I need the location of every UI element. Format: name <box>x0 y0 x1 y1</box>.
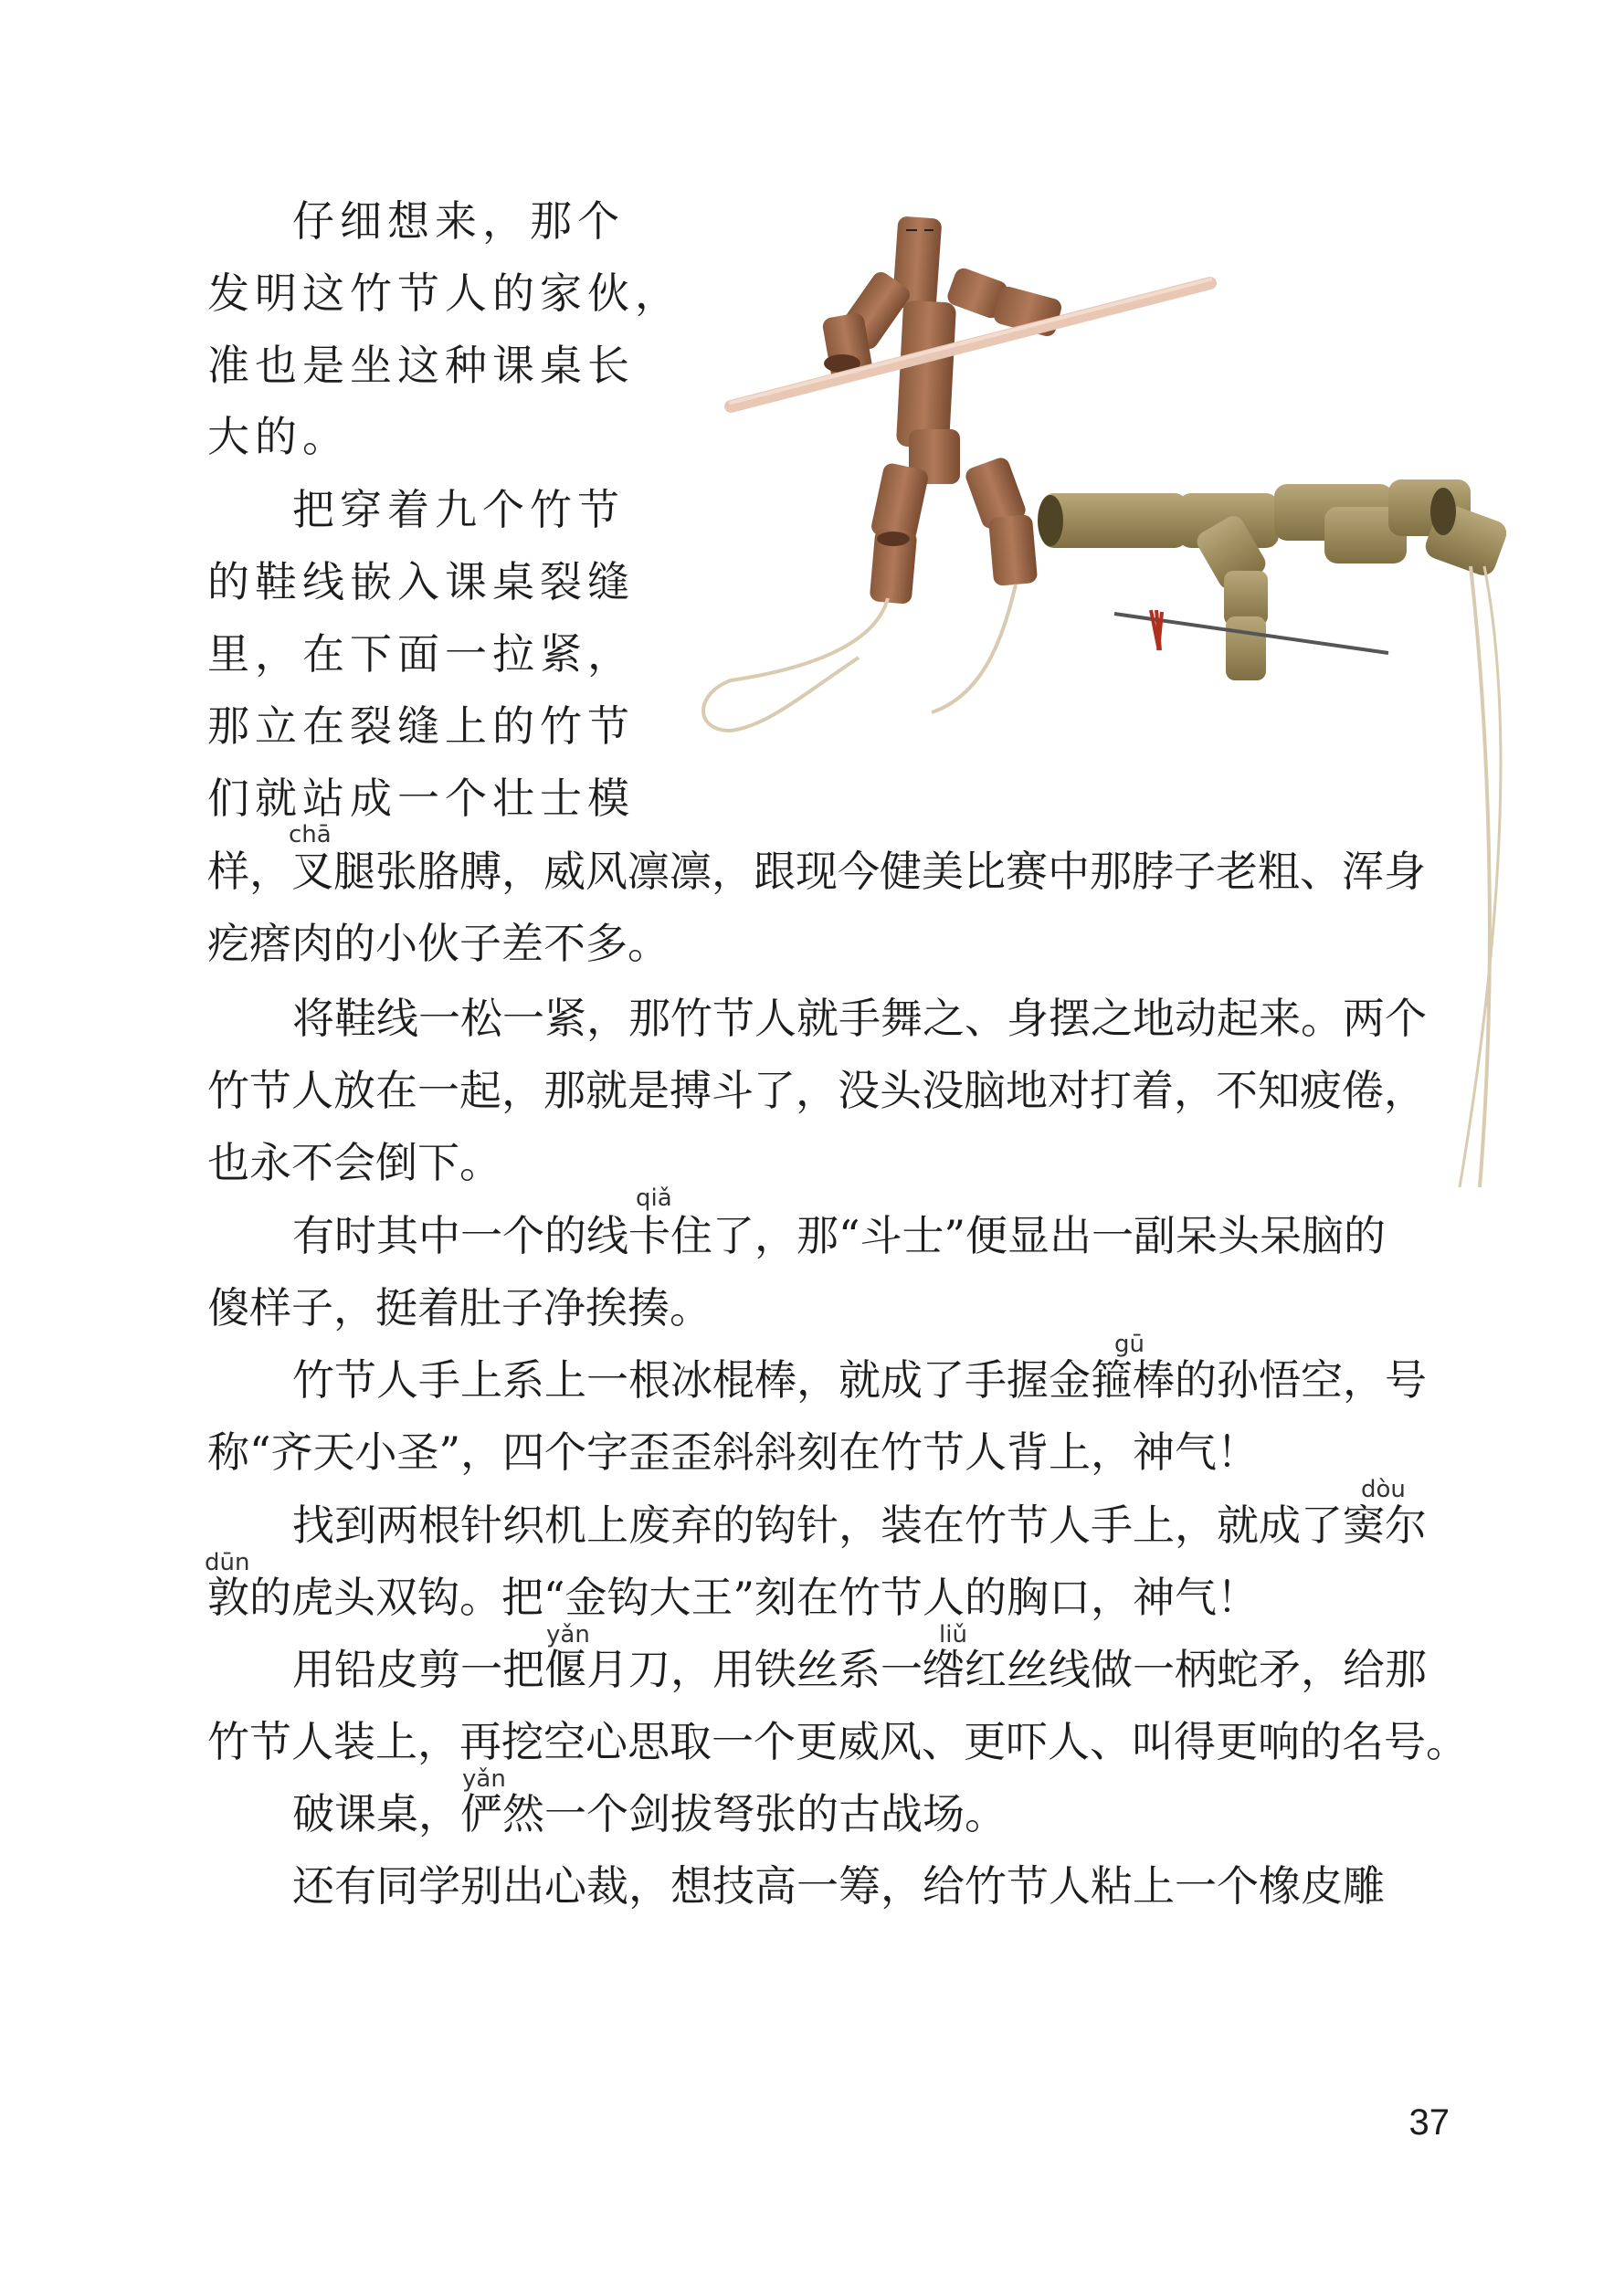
text-line-3: 准也是坐这种课桌长 <box>207 341 635 390</box>
text-line-16: 傻样子，挺着肚子净挨揍。 <box>207 1283 712 1332</box>
text-line-22: 竹节人装上，再挖空心思取一个更威风、更吓人、叫得更响的名号。 <box>207 1717 1468 1766</box>
text-line-2: 发明这竹节人的家伙， <box>207 269 682 318</box>
text-line-18: 称“齐天小圣”，四个字歪歪斜斜刻在竹节人背上，神气！ <box>207 1427 1260 1477</box>
text-line-19: 找到两根针织机上废弃的钩针，装在竹节人手上，就成了窦尔 <box>292 1501 1427 1550</box>
pinyin-gu: gū <box>1114 1331 1145 1358</box>
text-line-13: 竹节人放在一起，那就是搏斗了，没头没脑地对打着，不知疲倦， <box>207 1066 1426 1115</box>
text-line-9: 们就站成一个壮士模 <box>207 774 635 823</box>
text-line-12: 将鞋线一松一紧，那竹节人就手舞之、身摆之地动起来。两个 <box>292 994 1427 1043</box>
page-number: 37 <box>1408 2102 1450 2143</box>
text-line-1: 仔细想来，那个 <box>292 196 625 246</box>
text-line-15: 有时其中一个的线卡住了，那“斗士”便显出一副呆头呆脑的 <box>292 1211 1387 1260</box>
pinyin-qia: qiǎ <box>636 1185 672 1212</box>
text-line-8: 那立在裂缝上的竹节 <box>207 701 635 751</box>
text-line-14: 也永不会倒下。 <box>207 1138 501 1187</box>
text-line-5: 把穿着九个竹节 <box>292 485 625 534</box>
text-line-10: 样，叉腿张胳膊，威风凛凛，跟现今健美比赛中那脖子老粗、浑身 <box>207 847 1426 896</box>
text-line-20: 敦的虎头双钩。把“金钩大王”刻在竹节人的胸口，神气！ <box>207 1573 1260 1622</box>
pinyin-liu: liǔ <box>939 1621 967 1648</box>
text-line-11: 疙瘩肉的小伙子差不多。 <box>207 919 670 968</box>
text-line-6: 的鞋线嵌入课桌裂缝 <box>207 557 635 606</box>
pinyin-yan-1: yǎn <box>546 1621 590 1648</box>
pinyin-cha: chā <box>289 821 332 848</box>
pinyin-yan-2: yǎn <box>462 1765 506 1793</box>
text-line-7: 里，在下面一拉紧， <box>207 629 635 679</box>
text-line-24: 还有同学别出心裁，想技高一筹，给竹节人粘上一个橡皮雕 <box>292 1861 1385 1911</box>
pinyin-dou: dòu <box>1361 1476 1406 1503</box>
pinyin-dun: dūn <box>205 1549 250 1576</box>
text-line-21: 用铅皮剪一把偃月刀，用铁丝系一绺红丝线做一柄蛇矛，给那 <box>292 1645 1427 1694</box>
text-line-23: 破课桌，俨然一个剑拔弩张的古战场。 <box>292 1789 1007 1838</box>
text-line-4: 大的。 <box>207 412 350 461</box>
standing-bamboo-figure <box>703 216 1210 731</box>
text-line-17: 竹节人手上系上一根冰棍棒，就成了手握金箍棒的孙悟空，号 <box>292 1355 1427 1405</box>
